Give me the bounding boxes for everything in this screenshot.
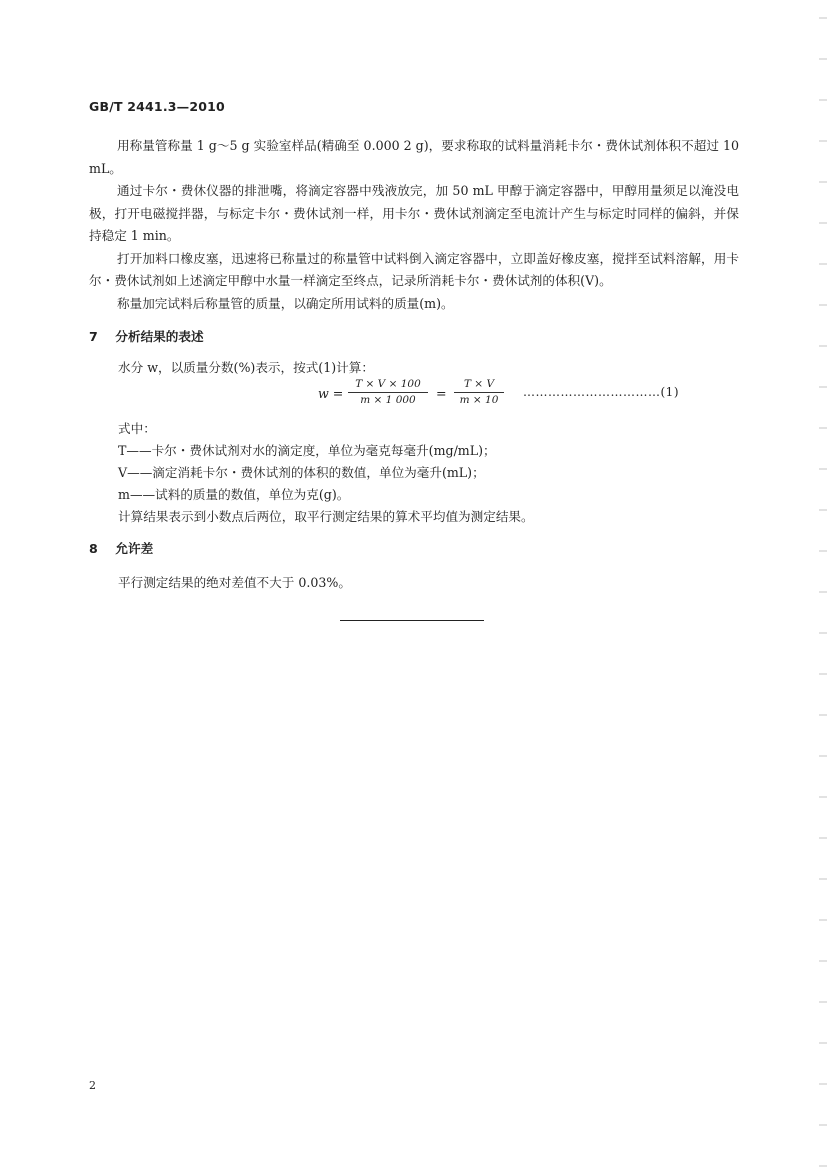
section-7-title: 分析结果的表述 <box>115 329 204 344</box>
equation-number: ……………………………(1) <box>523 385 679 399</box>
result-note: 计算结果表示到小数点后两位，取平行测定结果的算术平均值为测定结果。 <box>118 509 534 524</box>
section-8-title: 允许差 <box>115 541 154 556</box>
scan-edge-marks <box>819 0 827 1169</box>
end-rule <box>340 620 484 621</box>
page-number: 2 <box>89 1079 96 1092</box>
definition-m: m——试料的质量的数值，单位为克(g)。 <box>118 487 350 502</box>
standard-number-header: GB/T 2441.3—2010 <box>89 99 225 114</box>
formula-intro: 水分 w，以质量分数(%)表示，按式(1)计算： <box>118 360 374 375</box>
section-8-heading <box>89 538 153 557</box>
formula-equals: = <box>436 386 447 401</box>
where-label: 式中： <box>118 421 156 436</box>
section-8-number: 8 <box>89 541 98 556</box>
paragraph-drain-and-methanol: 通过卡尔・费休仪器的排泄嘴，将滴定容器中残液放完，加 50 mL 甲醇于滴定容器中，甲醇用量须足以淹没电极，打开电磁搅拌器，与标定卡尔・费休试剂一样，用卡尔・费休试剂滴定至电流计产生与标定时同样的偏斜，并保持稳定 1 min。 <box>89 183 739 243</box>
paragraph-weigh-remaining: 称量加完试料后称量管的质量，以确定所用试料的质量(m)。 <box>117 295 454 311</box>
formula-fraction-1 <box>348 378 428 407</box>
definition-V: V——滴定消耗卡尔・费休试剂的体积的数值，单位为毫升(mL)； <box>118 465 485 480</box>
definition-T: T——卡尔・费休试剂对水的滴定度，单位为毫克每毫升(mg/mL)； <box>118 443 496 458</box>
section-7-number: 7 <box>89 329 98 344</box>
paragraph-titration: 打开加料口橡皮塞，迅速将已称量过的称量管中试料倒入滴定容器中，立即盖好橡皮塞，搅拌至试料溶解，用卡尔・费休试剂如上述滴定甲醇中水量一样滴定至终点，记录所消耗卡尔・费休试剂的体积(V)。 <box>89 250 739 288</box>
fraction-2-denominator: m × 10 <box>459 394 499 406</box>
formula-fraction-2 <box>454 378 504 407</box>
procedure-text-block <box>89 135 739 315</box>
tolerance-text: 平行测定结果的绝对差值不大于 0.03%。 <box>118 575 351 590</box>
section-7-heading <box>89 326 204 345</box>
paragraph-weighing: 用称量管称量 1 g～5 g 实验室样品(精确至 0.000 2 g)，要求称取的试料量消耗卡尔・费休试剂体积不超过 10 mL。 <box>89 138 739 176</box>
fraction-1-numerator: T × V × 100 <box>355 378 421 390</box>
formula-lhs: w = <box>318 386 344 401</box>
fraction-2-numerator: T × V <box>463 378 495 390</box>
fraction-1-denominator: m × 1 000 <box>360 394 416 406</box>
